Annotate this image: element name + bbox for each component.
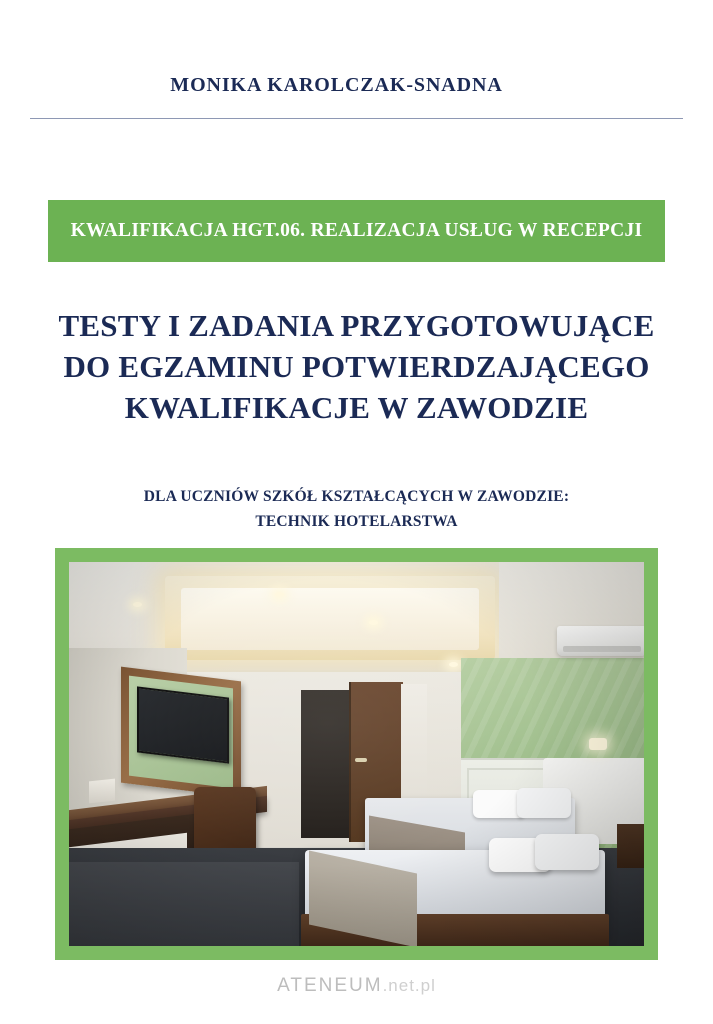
downlight-icon	[275, 592, 284, 597]
title-line-1: TESTY I ZADANIA PRZYGOTOWUJĄCE	[58, 308, 655, 343]
ceiling-inner-panel	[181, 588, 479, 650]
wall-lamp	[589, 738, 607, 750]
watermark-suffix: .net.pl	[382, 976, 436, 995]
desk-lamp	[89, 779, 115, 804]
hotel-room-photo	[69, 562, 644, 946]
author-block	[0, 74, 713, 97]
qualification-banner	[48, 200, 665, 262]
door-handle	[355, 758, 367, 762]
subtitle-line-2: TECHNIK HOTELARSTWA	[255, 513, 458, 530]
downlight-icon	[133, 602, 142, 607]
author-name: MONIKA KAROLCZAK-SNADNA	[170, 74, 503, 96]
page-title	[40, 305, 673, 428]
title-line-2: DO EGZAMINU POTWIERDZAJĄCEGO	[63, 349, 650, 384]
air-conditioner	[557, 626, 644, 656]
watermark-main: ATENEUM	[277, 975, 383, 996]
nightstand	[617, 824, 644, 868]
subtitle	[40, 484, 673, 534]
watermark	[0, 975, 713, 997]
television	[137, 686, 229, 763]
downlight-icon	[369, 620, 378, 625]
pillow	[517, 788, 571, 818]
qualification-banner-text: KWALIFIKACJA HGT.06. REALIZACJA USŁUG W RECEPCJI	[70, 220, 643, 241]
subtitle-line-1: DLA UCZNIÓW SZKÓŁ KSZTAŁCĄCYCH W ZAWODZIE:	[143, 488, 570, 505]
room-illustration	[69, 562, 644, 946]
title-line-3: KWALIFIKACJE W ZAWODZIE	[124, 390, 589, 425]
cover-photo-frame	[55, 548, 658, 960]
pillow	[535, 834, 599, 870]
downlight-icon	[449, 662, 458, 667]
author-divider	[30, 118, 683, 119]
floor-rug	[69, 862, 299, 946]
